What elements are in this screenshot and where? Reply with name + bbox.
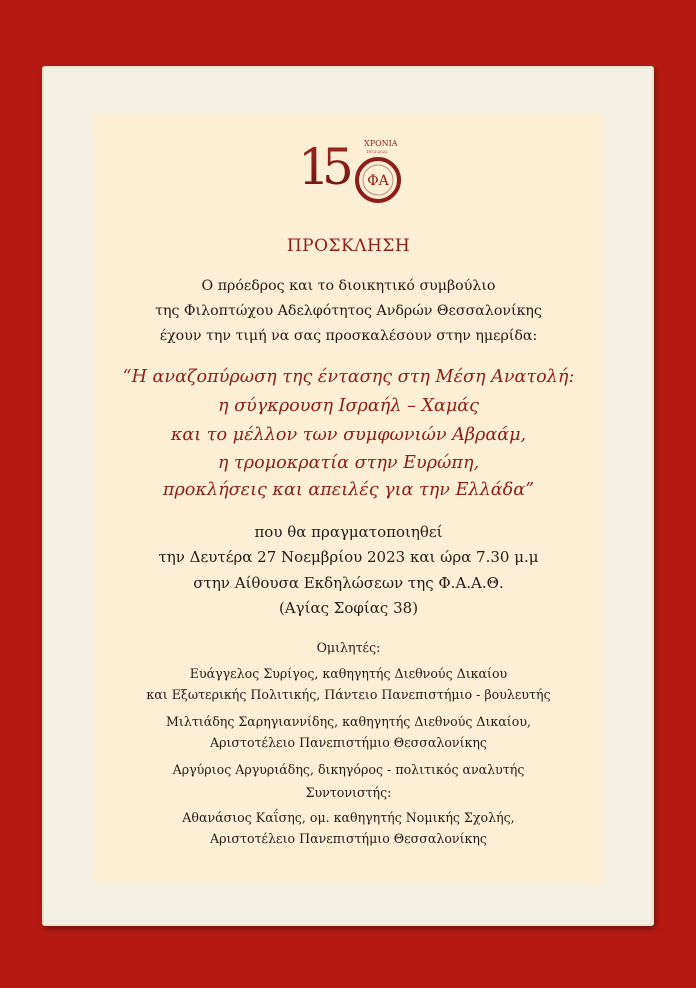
topic-line: η τρομοκρατία στην Ευρώπη, [217,453,480,473]
topic-line: η σύγκρουση Ισραήλ – Χαμάς [217,396,480,416]
speaker-line: Ευάγγελος Συρίγος, καθηγητής Διεθνούς Δικαίου [189,666,508,681]
moderator-line: Αθανάσιος Καΐσης, ομ. καθηγητής Νομικής Σχολής, [182,810,515,825]
speaker-line: Αργύριος Αργυριάδης, δικηγόρος - πολιτικός αναλυτής [172,762,525,777]
intro-line: έχουν την τιμή να σας προσκαλέσουν στην ημερίδα: [159,328,538,344]
speaker-line: Αριστοτέλειο Πανεπιστήμιο Θεσσαλονίκης [210,735,487,750]
topic-line: “Η αναζοπύρωση της έντασης στη Μέση Ανατολή: [122,367,575,387]
invitation-title: ΠΡΟΣΚΛΗΣΗ [286,236,411,256]
intro-line: της Φιλοπτώχου Αδελφότητος Ανδρών Θεσσαλονίκης [155,303,542,319]
svg-text:ΧΡΟΝΙΑ: ΧΡΟΝΙΑ [364,139,398,148]
svg-text:ΦΑ: ΦΑ [367,173,389,189]
svg-text:5: 5 [322,138,354,196]
anniversary-logo [298,136,406,210]
speaker-line: Μιλτιάδης Σαρηγιαννίδης, καθηγητής Διεθνούς Δικαίου, [166,714,531,729]
event-details-line: που θα πραγματοποιηθεί [254,523,443,541]
speakers-heading: Ομιλητές: [316,640,381,655]
moderator-line: Αριστοτέλειο Πανεπιστήμιο Θεσσαλονίκης [210,831,487,846]
svg-text:1872-2022: 1872-2022 [366,149,388,154]
moderator-heading: Συντονιστής: [305,785,392,800]
topic-line: και το μέλλον των συμφωνιών Αβραάμ, [170,425,527,445]
topic-line: προκλήσεις και απειλές για την Ελλάδα” [162,480,535,500]
speaker-line: και Εξωτερικής Πολιτικής, Πάντειο Πανεπιστήμιο - βουλευτής [146,687,551,702]
event-date-time: την Δευτέρα 27 Νοεμβρίου 2023 και ώρα 7.30 μ.μ [158,548,539,566]
intro-line: Ο πρόεδρος και το διοικητικό συμβούλιο [201,278,496,294]
svg-text:1: 1 [298,138,330,196]
event-address: (Αγίας Σοφίας 38) [278,599,419,617]
event-venue: στην Αίθουσα Εκδηλώσεων της Φ.Α.Α.Θ. [193,574,504,592]
